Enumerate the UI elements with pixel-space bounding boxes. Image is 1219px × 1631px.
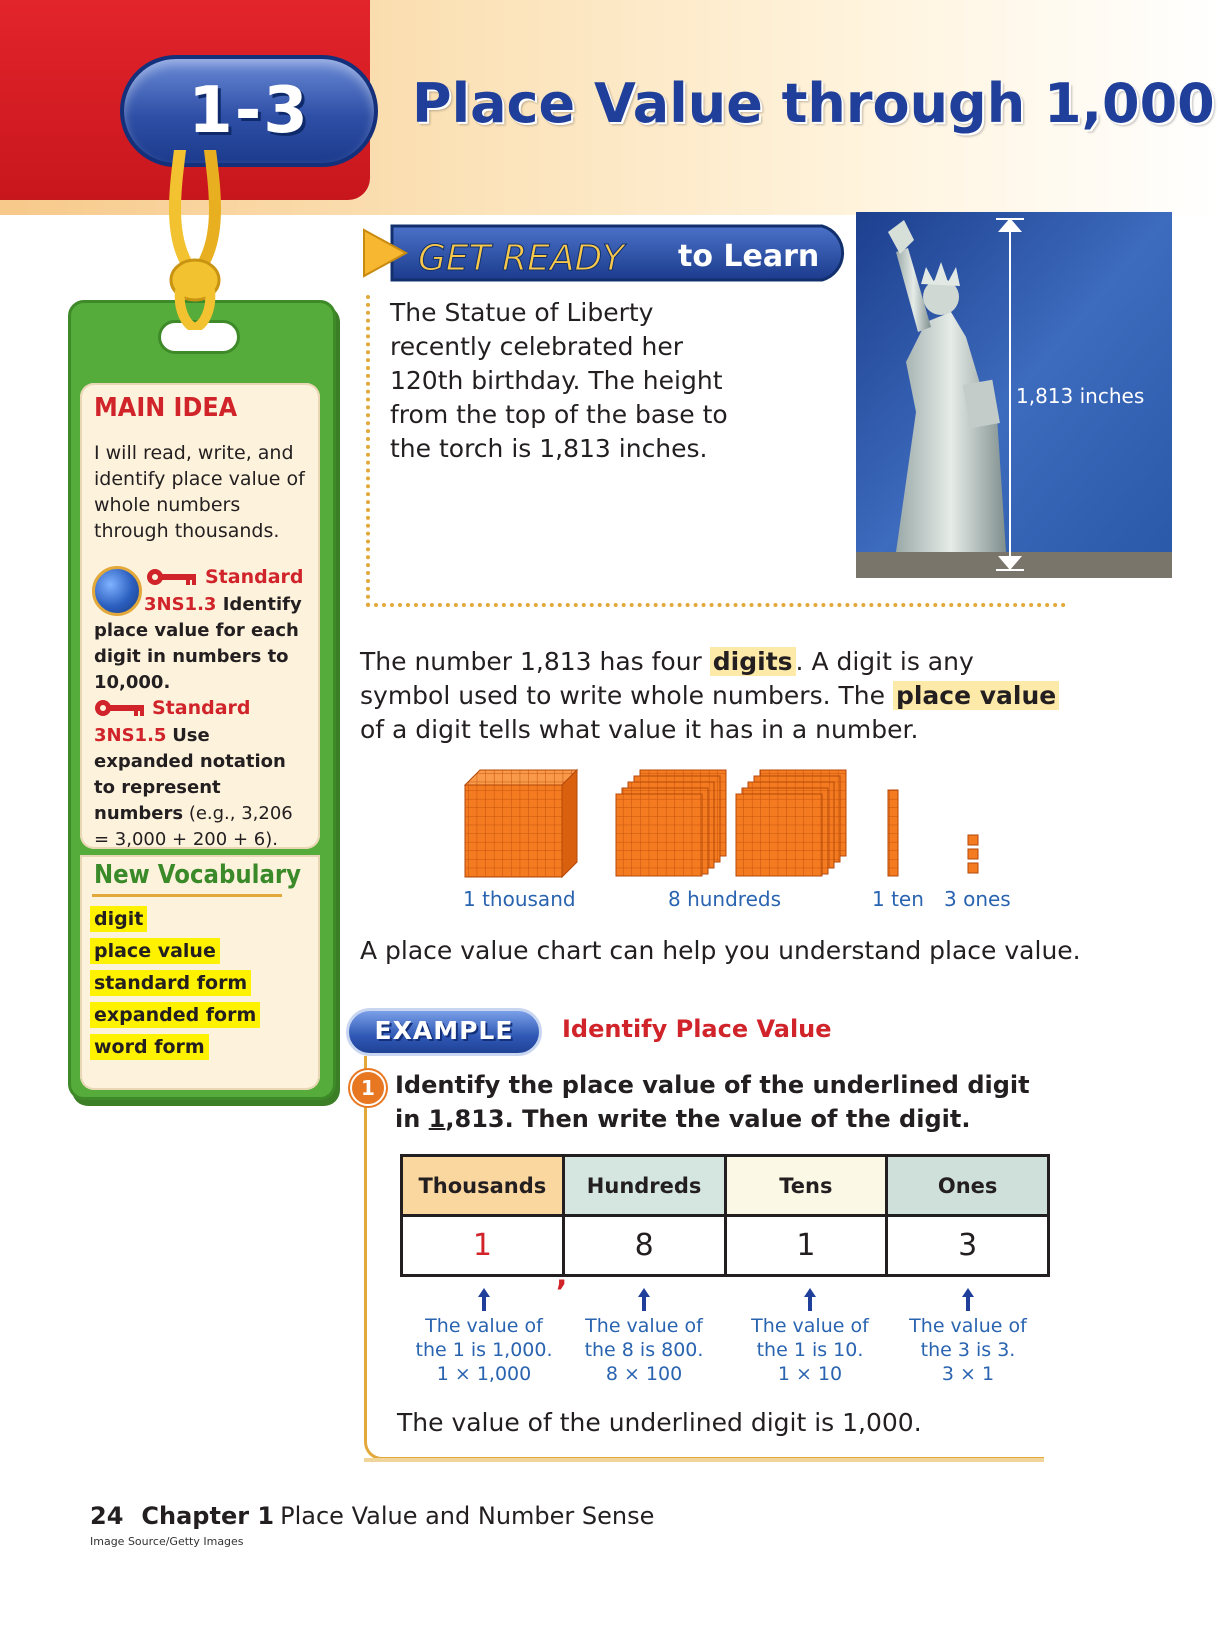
header-ones: Ones — [887, 1156, 1049, 1216]
vocab-term[interactable]: standard form — [90, 970, 251, 996]
value-note-ones — [888, 1314, 1048, 1386]
vocab-item — [90, 1034, 260, 1060]
vocab-item — [90, 938, 260, 964]
get-ready-text: The Statue of Liberty recently celebrated her 120th birthday. The height from the top of the base to the torch is 1,813 inches. — [390, 298, 728, 463]
thousands-comma: , — [556, 1258, 568, 1293]
chapter-label: Chapter 1 — [141, 1502, 275, 1530]
chart-header-row — [402, 1156, 1049, 1216]
vocab-term[interactable]: digit — [90, 906, 147, 932]
underlined-digit: 1 — [428, 1105, 446, 1133]
get-ready-script: GET READY — [418, 238, 625, 279]
note-line: The value of — [909, 1315, 1027, 1337]
header-hundreds: Hundreds — [563, 1156, 725, 1216]
example-number: 1 — [350, 1070, 386, 1106]
example-bottom-rule — [364, 1458, 1044, 1462]
vocab-term[interactable]: expanded form — [90, 1002, 260, 1028]
arrow-up-icon — [958, 1286, 978, 1312]
lesson-number: 1-3 — [188, 74, 310, 148]
example-heading: Identify Place Value — [562, 1015, 832, 1043]
thousand-cube — [465, 770, 577, 877]
value-note-tens — [730, 1314, 890, 1386]
photo-credit: Image Source/Getty Images — [90, 1535, 244, 1548]
term-digits: digits — [710, 647, 796, 676]
standard-3ns1-5 — [94, 723, 309, 853]
place-value-paragraph — [360, 645, 1060, 747]
place-value-chart — [400, 1154, 1050, 1277]
example-question — [395, 1068, 1035, 1136]
key-icon — [146, 568, 198, 586]
digit-thousands: 1 — [402, 1216, 564, 1276]
vocab-item — [90, 970, 260, 996]
lesson-title: Place Value through 1,000 — [412, 72, 1215, 135]
note-line: The value of — [585, 1315, 703, 1337]
note-line: 1 × 1,000 — [436, 1363, 532, 1385]
one-cubes — [968, 835, 978, 873]
main-idea-title: MAIN IDEA — [94, 393, 238, 423]
standard-code: 3NS1.5 — [94, 725, 167, 746]
digit-tens: 1 — [725, 1216, 887, 1276]
vocab-item — [90, 906, 260, 932]
key-icon — [94, 699, 146, 717]
standard-example: (e.g., 3,206 = 3,000 + 200 + 6). — [94, 803, 293, 850]
digit-ones: 3 — [887, 1216, 1049, 1276]
label-ten: 1 ten — [872, 887, 924, 911]
value-note-thousands — [404, 1314, 564, 1386]
height-label: 1,813 inches — [1016, 384, 1145, 408]
arrow-up-icon — [474, 1286, 494, 1312]
paragraph-text: The number 1,813 has four — [360, 647, 710, 676]
paragraph-text: of a digit tells what value it has in a number. — [360, 715, 919, 744]
hundreds-flats-2 — [736, 770, 846, 876]
cord-knot-icon — [150, 150, 240, 330]
question-text: Identify the place value of the underlined digit in — [395, 1071, 1030, 1133]
note-line: The value of — [425, 1315, 543, 1337]
arrow-up-icon — [800, 1286, 820, 1312]
ten-rod — [888, 790, 898, 876]
get-ready-banner — [362, 222, 850, 284]
value-note-hundreds — [564, 1314, 724, 1386]
vocab-term[interactable]: place value — [90, 938, 220, 964]
note-line: 8 × 100 — [605, 1363, 683, 1385]
base-ten-blocks-illustration — [460, 765, 1020, 880]
label-hundreds: 8 hundreds — [668, 887, 782, 911]
vocabulary-underline — [92, 894, 282, 897]
digit-hundreds: 8 — [563, 1216, 725, 1276]
get-ready-rest: to Learn — [678, 239, 820, 274]
term-place-value: place value — [893, 681, 1059, 710]
note-line: 1 × 10 — [777, 1363, 843, 1385]
label-ones: 3 ones — [944, 887, 1011, 911]
page-number: 24 — [90, 1502, 124, 1530]
standard-code: 3NS1.3 — [144, 594, 217, 615]
vocabulary-title: New Vocabulary — [94, 860, 302, 890]
note-line: The value of — [751, 1315, 869, 1337]
chapter-title: Place Value and Number Sense — [280, 1502, 655, 1530]
header-tens: Tens — [725, 1156, 887, 1216]
note-line: the 3 is 3. — [920, 1339, 1016, 1361]
paragraph-text: . A digit is any symbol used to write whole numbers. The — [360, 647, 974, 710]
note-line: 3 × 1 — [941, 1363, 995, 1385]
note-line: the 1 is 1,000. — [415, 1339, 553, 1361]
page-footer — [90, 1502, 654, 1530]
standard-text: Identify place value for each digit in numbers to 10,000. — [94, 594, 302, 693]
note-line: the 1 is 10. — [756, 1339, 864, 1361]
standard-label: Standard — [152, 697, 251, 719]
example-conclusion: The value of the underlined digit is 1,000. — [397, 1408, 922, 1437]
vocabulary-list — [90, 906, 260, 1066]
standard-label: Standard — [205, 566, 304, 588]
main-idea-text: I will read, write, and identify place value of whole numbers through thousands. — [94, 442, 305, 542]
chart-digit-row — [402, 1216, 1049, 1276]
chart-intro-text: A place value chart can help you understand place value. — [360, 936, 1081, 965]
example-badge-label: EXAMPLE — [374, 1016, 514, 1045]
hundreds-flats-1 — [616, 770, 726, 876]
question-text: ,813. Then write the value of the digit. — [445, 1105, 971, 1133]
arrow-up-icon — [634, 1286, 654, 1312]
standard-3ns1-3 — [94, 592, 309, 696]
vocab-item — [90, 1002, 260, 1028]
note-line: the 8 is 800. — [584, 1339, 704, 1361]
standard-text: Use expanded notation to represent numbers — [94, 725, 286, 824]
header-thousands: Thousands — [402, 1156, 564, 1216]
vocab-term[interactable]: word form — [90, 1034, 209, 1060]
label-thousand: 1 thousand — [463, 887, 576, 911]
